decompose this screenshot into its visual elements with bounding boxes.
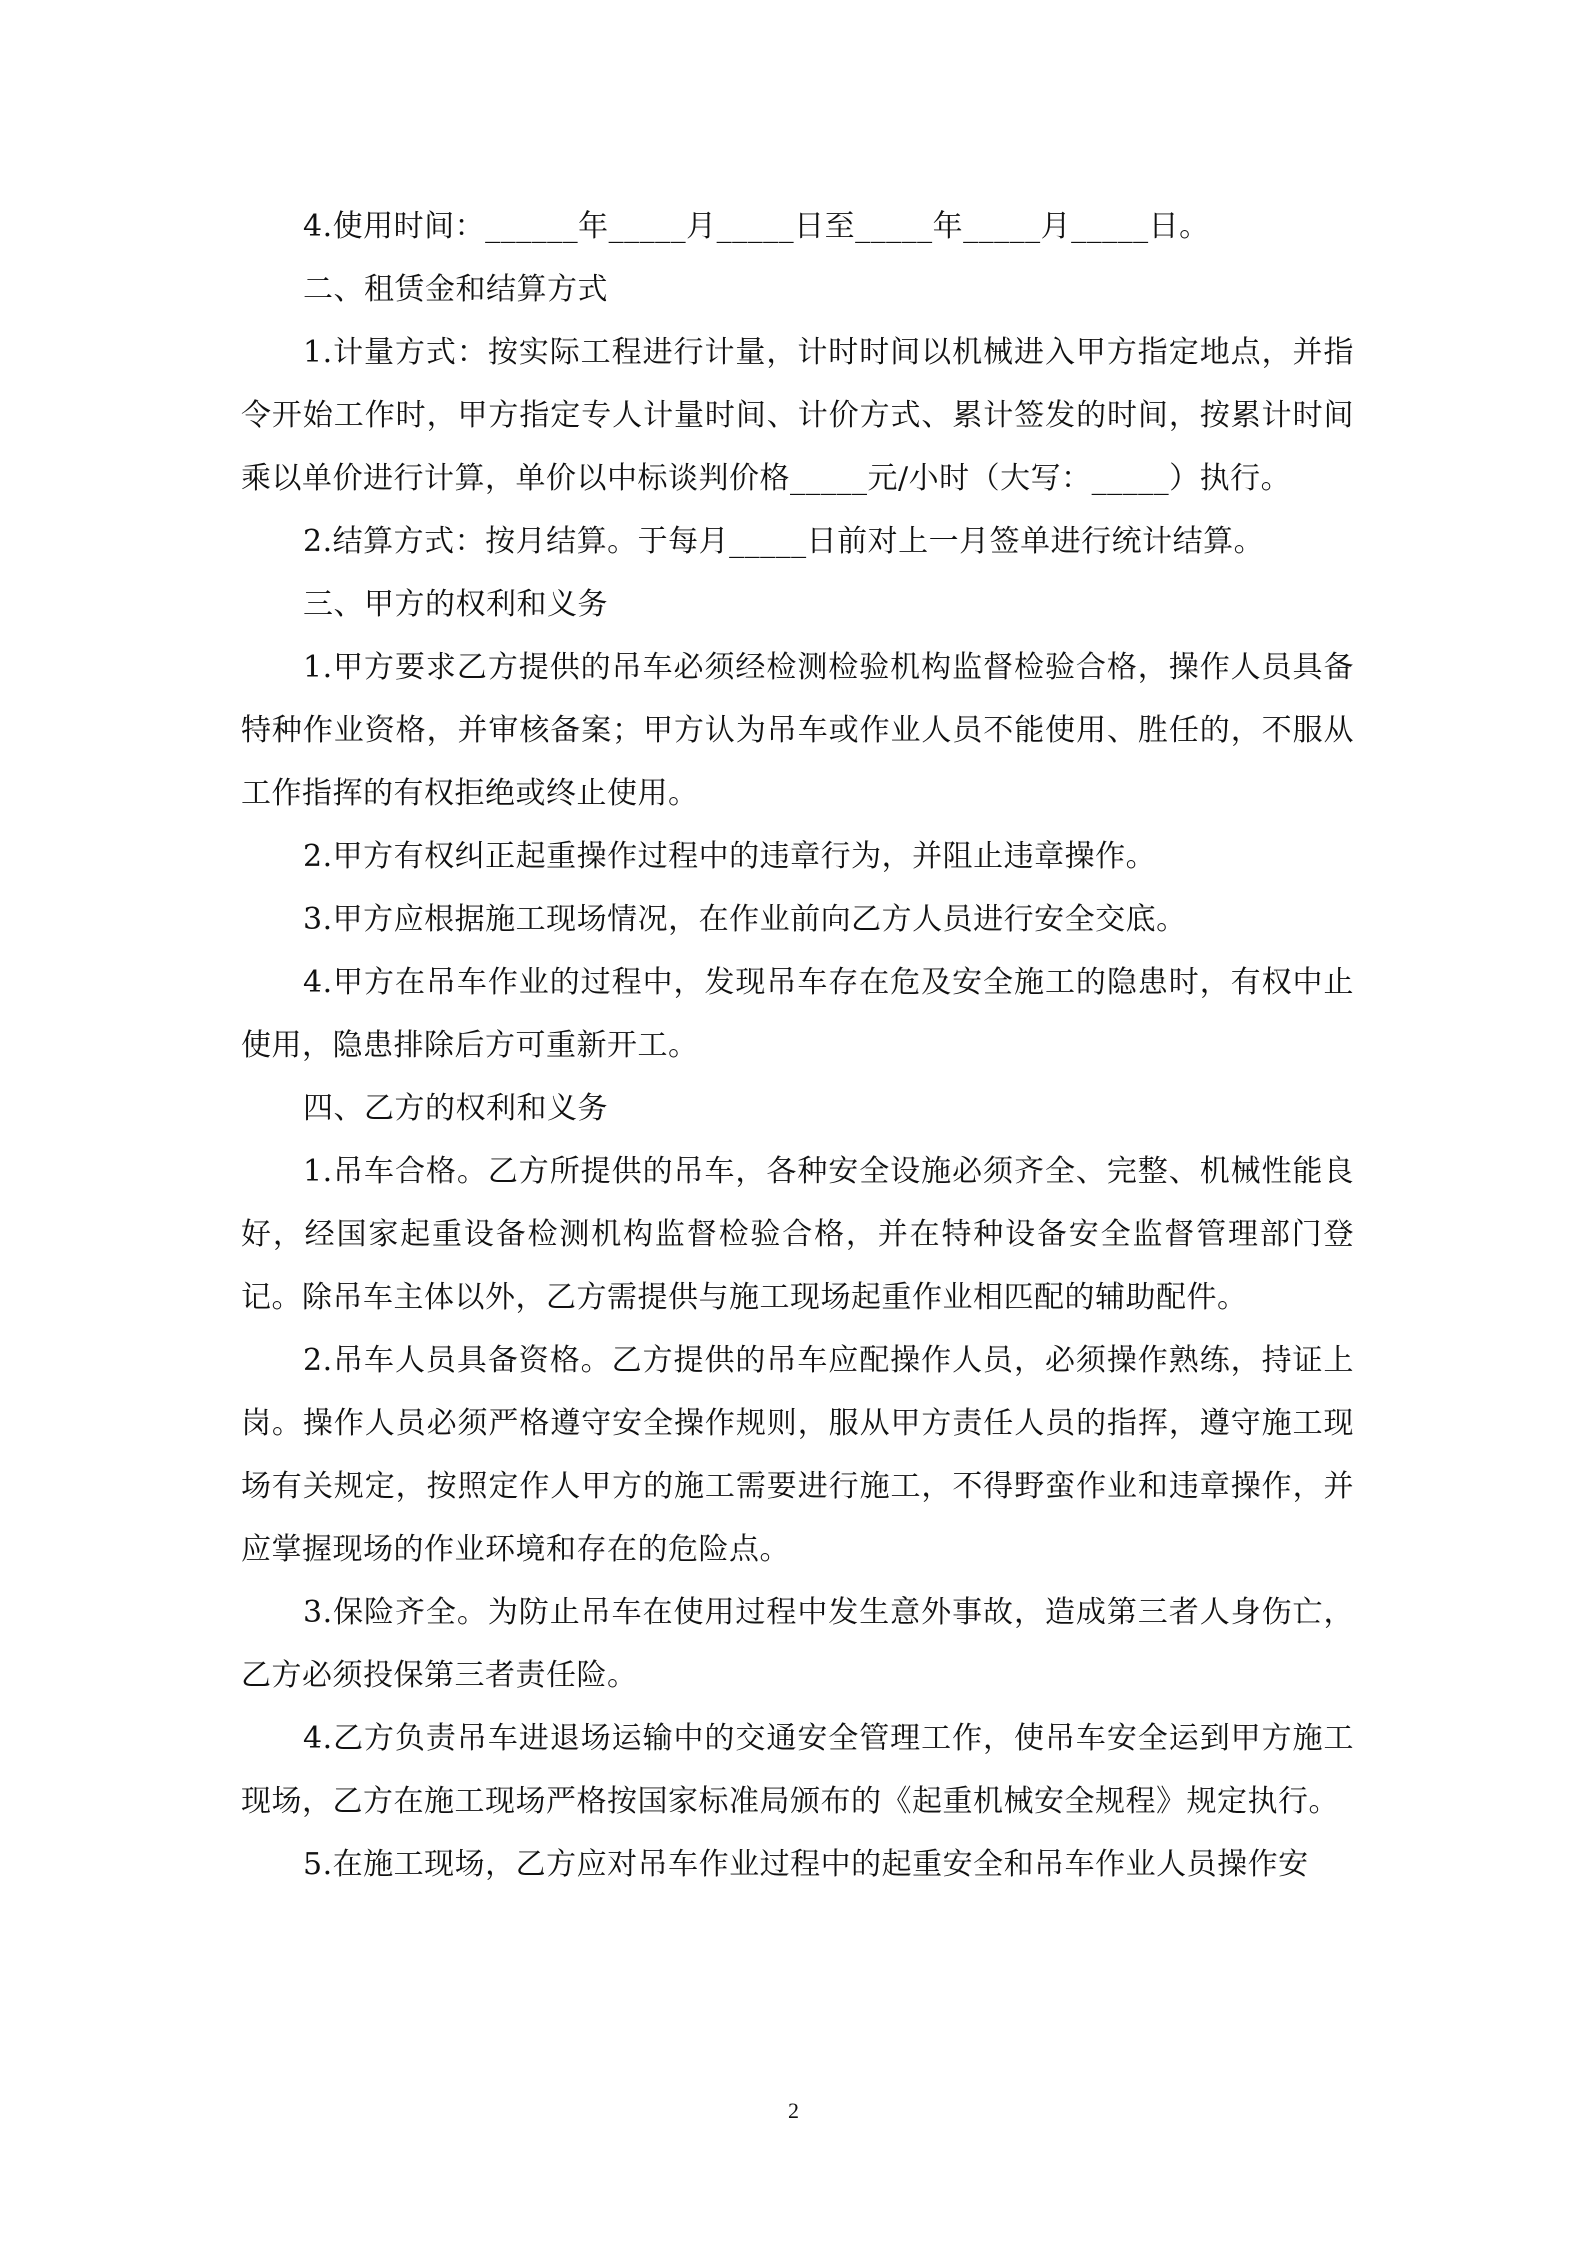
paragraph-party-b-4: 4.乙方负责吊车进退场运输中的交通安全管理工作，使吊车安全运到甲方施工现场，乙方在施工现场严格按国家标准局颁布的《起重机械安全规程》规定执行。 [241, 1721, 1354, 1819]
paragraph-settlement-method: 2.结算方式：按月结算。于每月_____日前对上一月签单进行统计结算。 [303, 524, 1265, 559]
page-number: 2 [788, 2098, 799, 2123]
section-heading-party-a: 三、甲方的权利和义务 [303, 587, 608, 622]
section-heading-rent-settlement: 二、租赁金和结算方式 [303, 272, 608, 307]
section-heading-party-b: 四、乙方的权利和义务 [303, 1091, 608, 1126]
paragraph-party-a-3: 3.甲方应根据施工现场情况，在作业前向乙方人员进行安全交底。 [303, 902, 1187, 937]
paragraph-party-b-5: 5.在施工现场，乙方应对吊车作业过程中的起重安全和吊车作业人员操作安 [303, 1847, 1309, 1882]
paragraph-party-a-2: 2.甲方有权纠正起重操作过程中的违章行为，并阻止违章操作。 [303, 839, 1157, 874]
paragraph-party-a-1: 1.甲方要求乙方提供的吊车必须经检测检验机构监督检验合格，操作人员具备特种作业资格，并审核备案；甲方认为吊车或作业人员不能使用、胜任的，不服从工作指挥的有权拒绝或终止使用。 [241, 650, 1354, 811]
paragraph-party-b-2: 2.吊车人员具备资格。乙方提供的吊车应配操作人员，必须操作熟练，持证上岗。操作人员必须严格遵守安全操作规则，服从甲方责任人员的指挥，遵守施工现场有关规定，按照定作人甲方的施工需要进行施工，不得野蛮作业和违章操作，并应掌握现场的作业环境和存在的危险点。 [241, 1343, 1354, 1567]
paragraph-party-a-4: 4.甲方在吊车作业的过程中，发现吊车存在危及安全施工的隐患时，有权中止使用，隐患排除后方可重新开工。 [241, 965, 1354, 1063]
paragraph-party-b-3: 3.保险齐全。为防止吊车在使用过程中发生意外事故，造成第三者人身伤亡，乙方必须投保第三者责任险。 [241, 1595, 1354, 1693]
document-body [241, 195, 1354, 1896]
paragraph-party-b-1: 1.吊车合格。乙方所提供的吊车，各种安全设施必须齐全、完整、机械性能良好，经国家起重设备检测机构监督检验合格，并在特种设备安全监督管理部门登记。除吊车主体以外，乙方需提供与施工现场起重作业相匹配的辅助配件。 [241, 1154, 1354, 1315]
paragraph-metering-method: 1.计量方式：按实际工程进行计量，计时时间以机械进入甲方指定地点，并指令开始工作时，甲方指定专人计量时间、计价方式、累计签发的时间，按累计时间乘以单价进行计算，单价以中标谈判价格_____元/小时（大写：_____）执行。 [241, 335, 1354, 496]
paragraph-usage-time: 4.使用时间：______年_____月_____日至_____年_____月_____日。 [303, 209, 1210, 244]
